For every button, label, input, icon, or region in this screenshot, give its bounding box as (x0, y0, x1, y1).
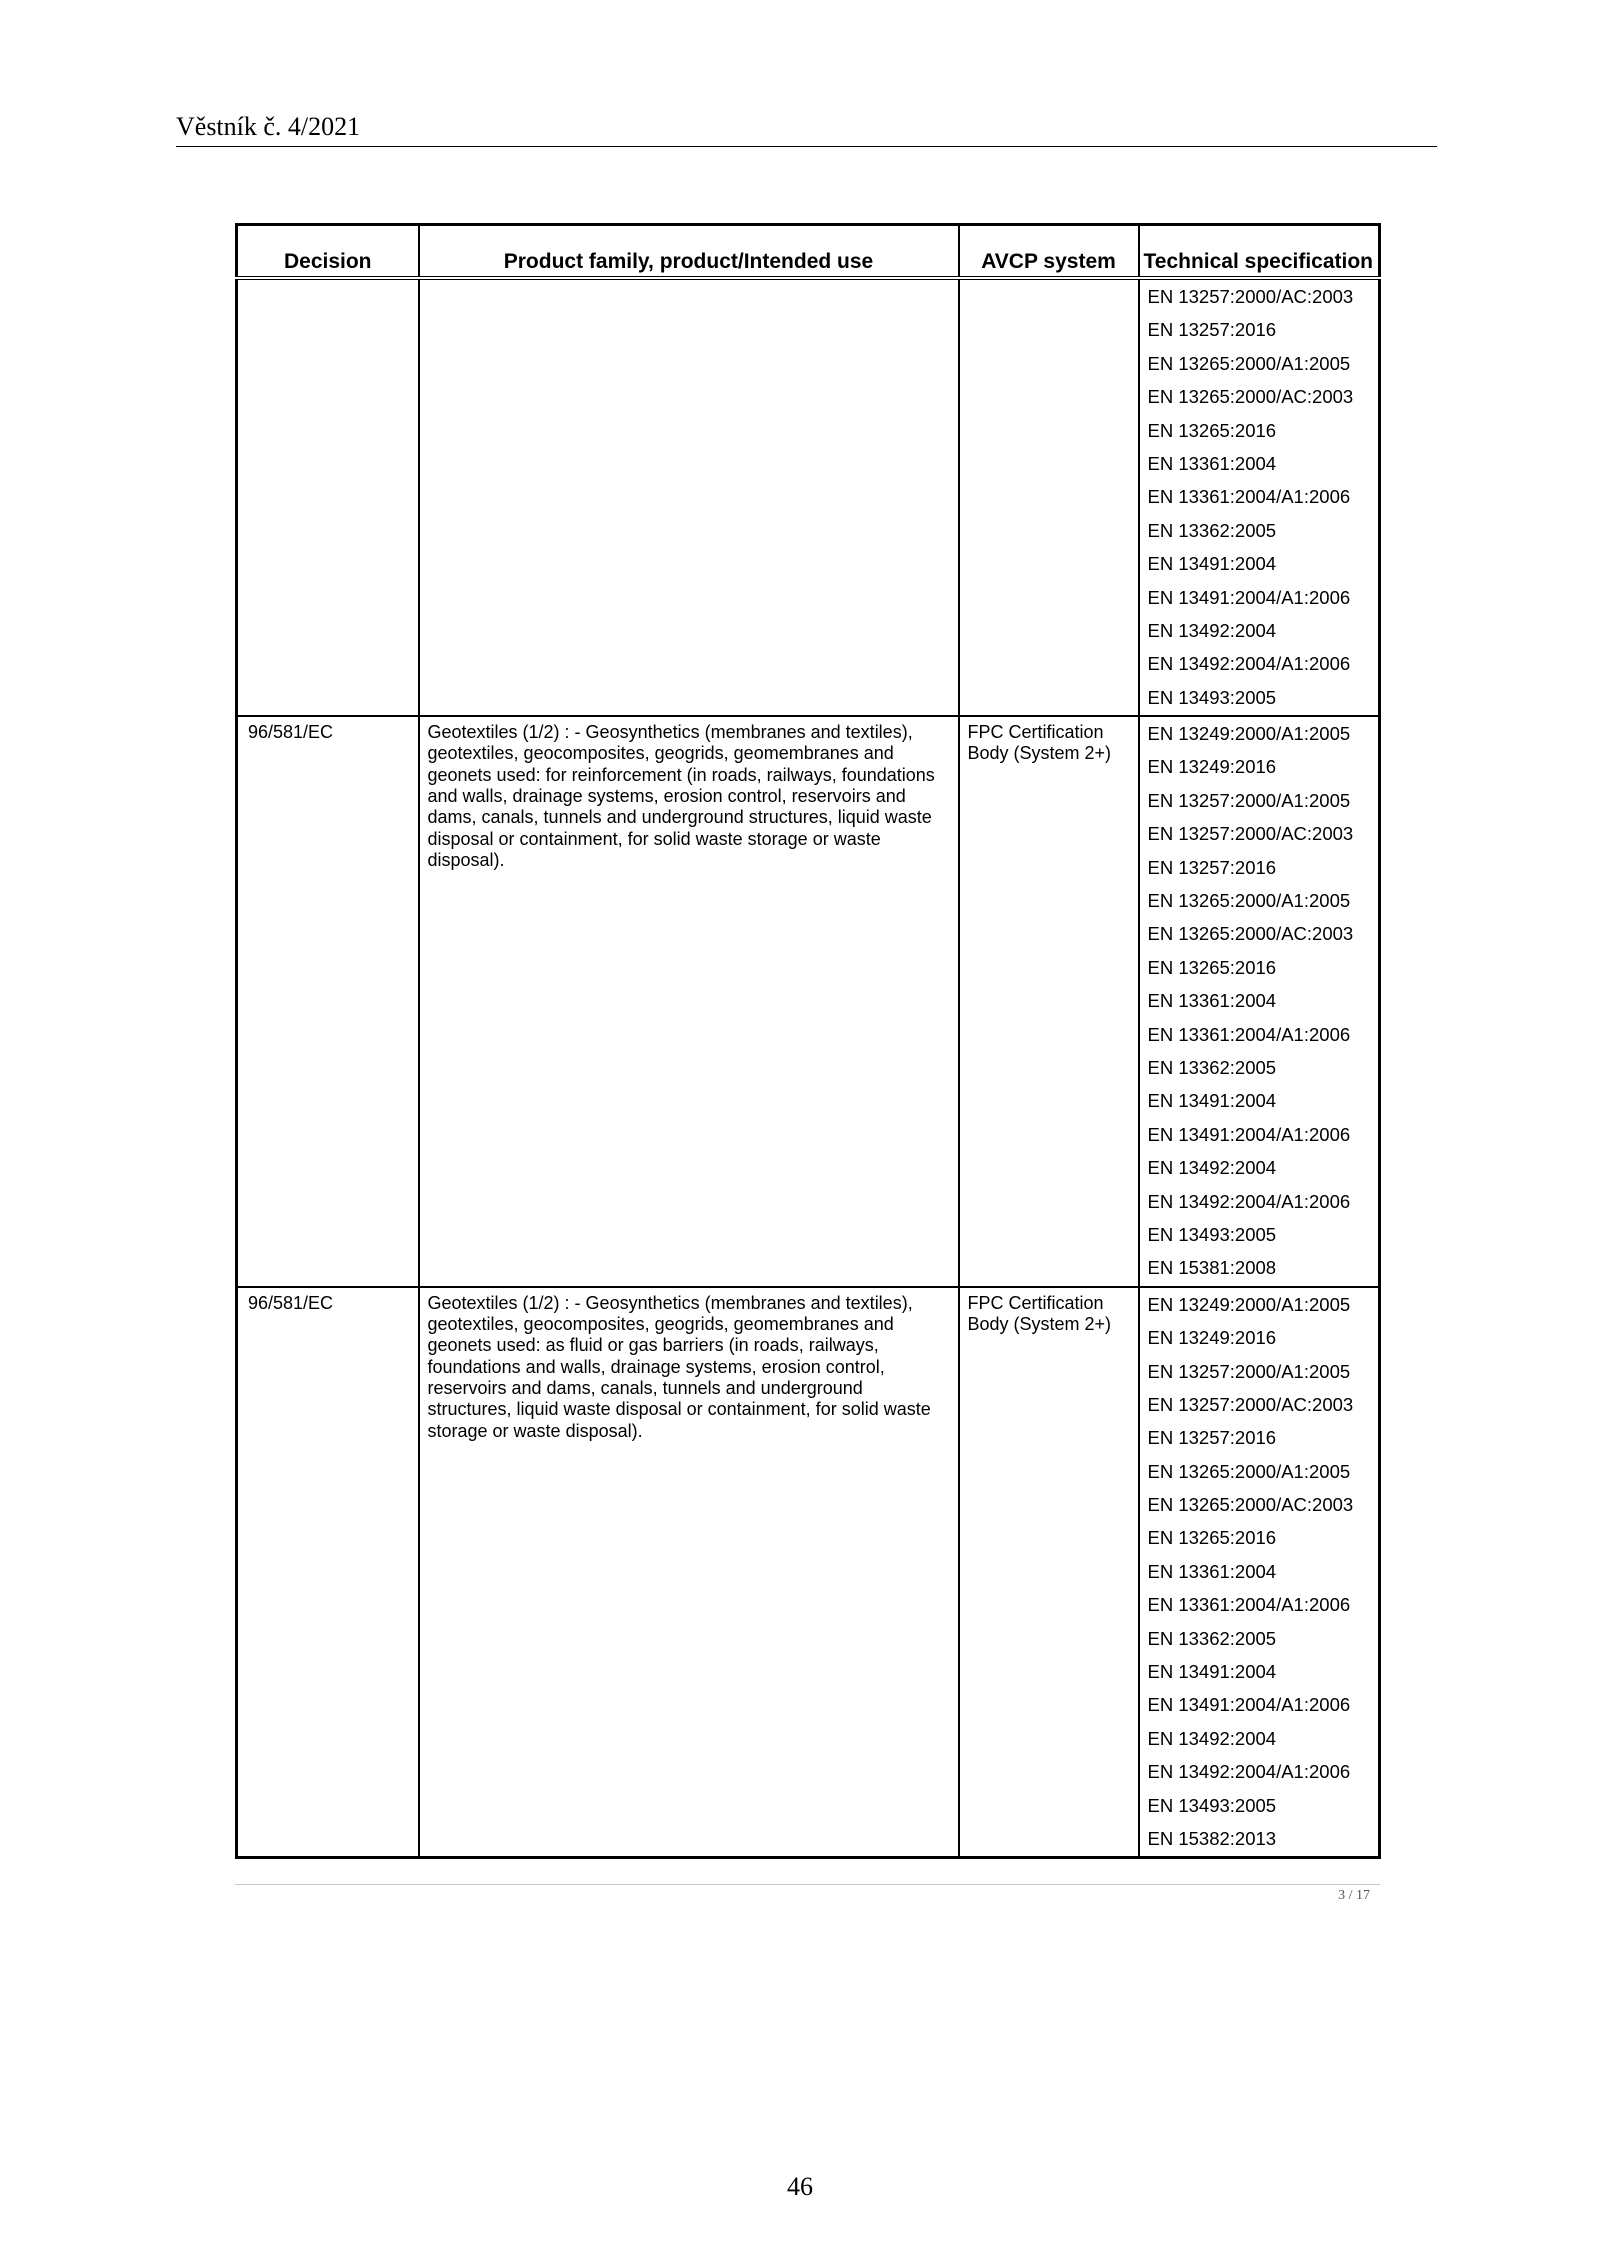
spec-item: EN 13257:2016 (1147, 856, 1277, 878)
spec-item: EN 13361:2004/A1:2006 (1147, 1594, 1351, 1616)
spec-item: EN 13491:2004/A1:2006 (1147, 586, 1351, 608)
spec-item: EN 13492:2004/A1:2006 (1147, 653, 1351, 675)
table-header-row (237, 225, 1380, 279)
decision-cell (237, 278, 419, 716)
spec-item: EN 13493:2005 (1147, 686, 1277, 708)
spec-item: EN 13361:2004 (1147, 452, 1277, 474)
spec-item: EN 13265:2016 (1147, 1527, 1277, 1549)
spec-item: EN 13265:2000/AC:2003 (1147, 1494, 1354, 1516)
spec-item: EN 13361:2004 (1147, 1560, 1277, 1582)
spec-item: EN 13249:2016 (1147, 1327, 1277, 1349)
spec-item: EN 13362:2005 (1147, 1056, 1277, 1078)
spec-item: EN 13492:2004 (1147, 1157, 1277, 1179)
spec-item: EN 13265:2000/A1:2005 (1147, 1460, 1351, 1482)
journal-title: Věstník č. 4/2021 (176, 112, 361, 141)
spec-item: EN 13492:2004 (1147, 619, 1277, 641)
column-header-product: Product family, product/Intended use (419, 225, 959, 279)
spec-item: EN 13265:2000/AC:2003 (1147, 386, 1354, 408)
spec-item: EN 13492:2004/A1:2006 (1147, 1190, 1351, 1212)
spec-item: EN 13257:2000/AC:2003 (1147, 1393, 1354, 1415)
spec-item: EN 13257:2000/A1:2005 (1147, 1360, 1351, 1382)
spec-item: EN 13492:2004/A1:2006 (1147, 1761, 1351, 1783)
spec-item: EN 13361:2004/A1:2006 (1147, 1023, 1351, 1045)
avcp-cell (959, 278, 1139, 716)
spec-item: EN 13493:2005 (1147, 1794, 1277, 1816)
decision-cell: 96/581/EC (237, 1287, 419, 1858)
spec-item: EN 13491:2004/A1:2006 (1147, 1123, 1351, 1145)
footer-rule (235, 1884, 1380, 1885)
spec-cell (1139, 716, 1380, 1287)
spec-item: EN 13249:2000/A1:2005 (1147, 723, 1351, 745)
spec-item: EN 13257:2016 (1147, 1427, 1277, 1449)
spec-cell (1139, 1287, 1380, 1858)
product-cell: Geotextiles (1/2) : - Geosynthetics (membranes and textiles), geotextiles, geocomposites, geogrids, geomembranes and geonets used: as fluid or gas barriers (in roads, railways, foundations and walls, drainage systems, erosion control, reservoirs and dams, canals, tunnels and underground structures, liquid waste disposal or containment, for solid waste storage or waste disposal). (419, 1287, 959, 1858)
spec-item: EN 15382:2013 (1147, 1827, 1277, 1849)
spec-item: EN 13361:2004 (1147, 990, 1277, 1012)
avcp-cell: FPC Certification Body (System 2+) (959, 716, 1139, 1287)
decisions-table (235, 223, 1381, 1859)
spec-item: EN 13257:2000/AC:2003 (1147, 286, 1354, 307)
spec-item: EN 13265:2000/A1:2005 (1147, 352, 1351, 374)
spec-item: EN 13257:2000/A1:2005 (1147, 789, 1351, 811)
table-row (237, 1287, 1380, 1858)
table-row (237, 278, 1380, 716)
table-body (237, 278, 1380, 1858)
spec-item: EN 13265:2016 (1147, 419, 1277, 441)
spec-item: EN 13362:2005 (1147, 1627, 1277, 1649)
spec-item: EN 13491:2004 (1147, 553, 1277, 575)
header-rule (176, 146, 1437, 147)
spec-item: EN 13249:2016 (1147, 756, 1277, 778)
decision-cell: 96/581/EC (237, 716, 419, 1287)
spec-item: EN 13257:2000/AC:2003 (1147, 823, 1354, 845)
spec-cell (1139, 278, 1380, 716)
spec-item: EN 13491:2004 (1147, 1661, 1277, 1683)
spec-item: EN 13265:2016 (1147, 956, 1277, 978)
spec-item: EN 15381:2008 (1147, 1257, 1277, 1279)
table-row (237, 716, 1380, 1287)
spec-item: EN 13493:2005 (1147, 1223, 1277, 1245)
spec-item: EN 13491:2004/A1:2006 (1147, 1694, 1351, 1716)
spec-item: EN 13361:2004/A1:2006 (1147, 486, 1351, 508)
column-header-spec: Technical specification (1139, 225, 1380, 279)
page-fraction: 3 / 17 (1338, 1888, 1370, 1903)
spec-item: EN 13492:2004 (1147, 1727, 1277, 1749)
spec-item: EN 13265:2000/A1:2005 (1147, 890, 1351, 912)
product-cell: Geotextiles (1/2) : - Geosynthetics (membranes and textiles), geotextiles, geocomposites, geogrids, geomembranes and geonets used: for reinforcement (in roads, railways, foundations and walls, drainage systems, erosion control, reservoirs and dams, canals, tunnels and underground structures, liquid waste disposal or containment, for solid waste storage or waste disposal). (419, 716, 959, 1287)
spec-item: EN 13362:2005 (1147, 519, 1277, 541)
spec-item: EN 13257:2016 (1147, 319, 1277, 341)
spec-item: EN 13265:2000/AC:2003 (1147, 923, 1354, 945)
spec-item: EN 13249:2000/A1:2005 (1147, 1293, 1351, 1315)
spec-item: EN 13491:2004 (1147, 1090, 1277, 1112)
product-cell (419, 278, 959, 716)
column-header-avcp: AVCP system (959, 225, 1139, 279)
column-header-decision: Decision (237, 225, 419, 279)
page-number: 46 (787, 2172, 813, 2201)
avcp-cell: FPC Certification Body (System 2+) (959, 1287, 1139, 1858)
